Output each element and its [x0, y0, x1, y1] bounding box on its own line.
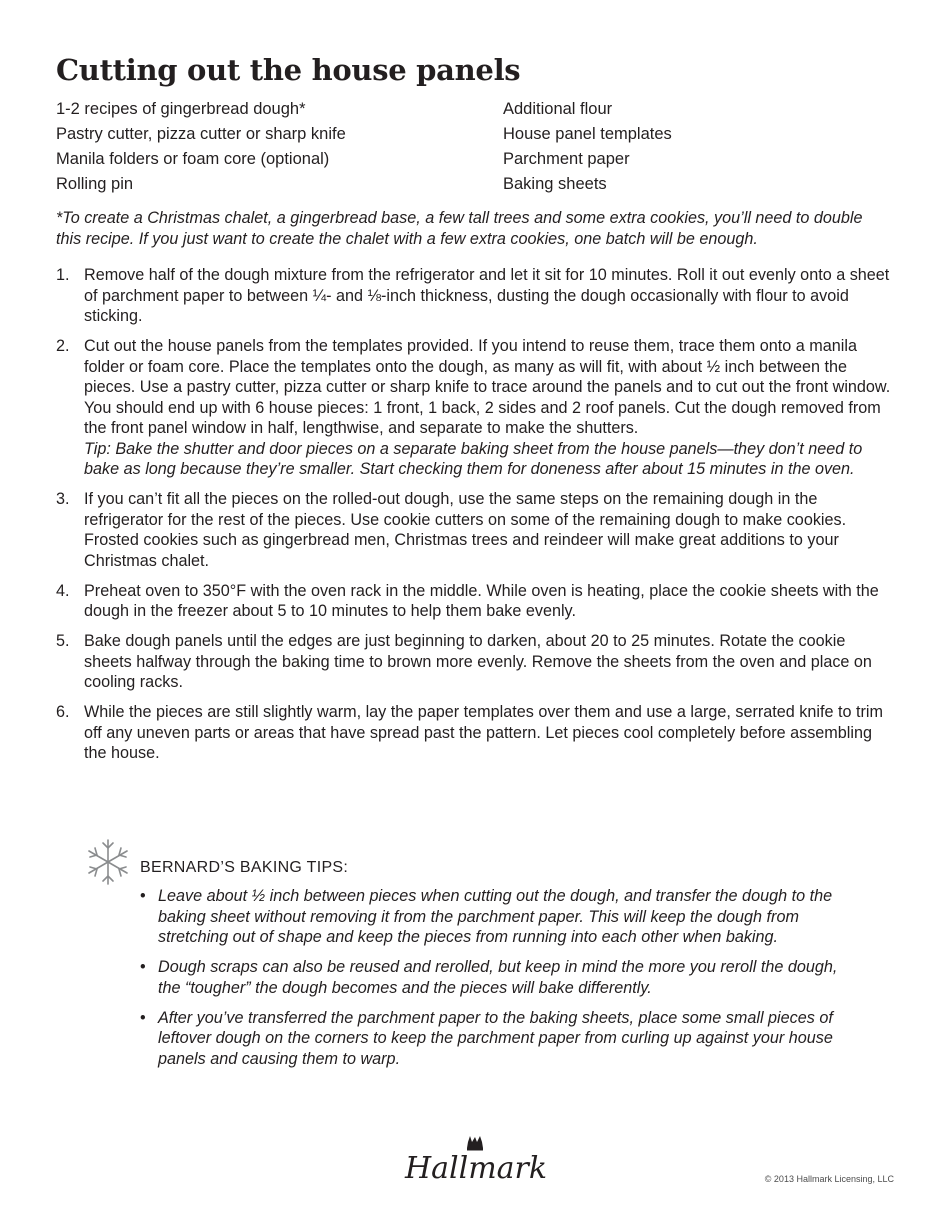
step-number: 6.: [56, 703, 70, 721]
steps-list: [56, 265, 892, 764]
step-number: 1.: [56, 266, 70, 284]
tips-heading: BERNARD’S BAKING TIPS:: [140, 859, 349, 876]
page-content: [56, 52, 892, 773]
tip-item: [140, 886, 840, 948]
step-text: Cut out the house panels from the templates provided. If you intend to reuse them, trace them onto a manila folder or foam core. Place the templates onto the dough, as many as will fit, with about ½ inch between the pieces. Use a pastry cutter, pizza cutter or sharp knife to trace around the panels and to cut out the front window. You should end up with 6 house pieces: 1 front, 1 back, 2 sides and 2 roof panels. Cut the dough removed from the front panel window in half, lengthwise, and separate to make the shutters.: [84, 337, 891, 437]
ingredient-item: Parchment paper: [503, 150, 630, 168]
step-number: 2.: [56, 337, 70, 355]
ingredient-item: Pastry cutter, pizza cutter or sharp knife: [56, 125, 346, 143]
step-item: [56, 702, 892, 764]
tip-text: Dough scraps can also be reused and rerolled, but keep in mind the more you reroll the dough, the “tougher” the dough becomes and the pieces will bake differently.: [158, 958, 838, 997]
step-item: [56, 631, 892, 693]
step-number: 3.: [56, 490, 70, 508]
svg-text:Hallmark: Hallmark: [404, 1151, 548, 1186]
bullet: •: [140, 1008, 146, 1027]
tip-text: After you’ve transferred the parchment paper to the baking sheets, place some small pieces of leftover dough on the corners to keep the parchment paper from curling up against your house panels and causing them to warp.: [158, 1008, 833, 1068]
step-text: If you can’t fit all the pieces on the rolled-out dough, use the same steps on the remaining dough in the refrigerator for the rest of the pieces. Use cookie cutters on some of the remaining dough to make cookies. Frosted cookies such as gingerbread men, Christmas trees and reindeer will make great additions to your Christmas chalet.: [84, 490, 847, 570]
bullet: •: [140, 887, 146, 905]
ingredient-item: Rolling pin: [56, 175, 134, 193]
step-item: [56, 489, 892, 571]
ingredients-list: [56, 97, 892, 197]
copyright-text: © 2013 Hallmark Licensing, LLC: [764, 1174, 894, 1184]
tip-item: [140, 957, 840, 998]
step-number: 4.: [56, 581, 70, 600]
step-text: While the pieces are still slightly warm, lay the paper templates over them and use a large, serrated knife to trim off any uneven parts or areas that have spread past the pattern. Let pieces cool completely before assembling the house.: [84, 703, 883, 762]
bullet: •: [140, 958, 146, 976]
tips-list: [140, 886, 840, 1079]
tip-item: [140, 1008, 840, 1070]
ingredient-item: Manila folders or foam core (optional): [56, 150, 330, 168]
step-item: [56, 581, 892, 622]
step-number: 5.: [56, 632, 70, 650]
tip-text: Leave about ½ inch between pieces when cutting out the dough, and transfer the dough to the baking sheet without removing it from the parchment paper. This will keep the dough from stretching out of shape and keep the pieces from running into each other when baking.: [158, 887, 833, 946]
recipe-note: *To create a Christmas chalet, a gingerbread base, a few tall trees and some extra cookies, you’ll need to double this recipe. If you just want to create the chalet with a few extra cookies, one batch will be enough.: [56, 209, 863, 248]
hallmark-logo: [402, 1134, 550, 1192]
step-item: [56, 265, 892, 327]
ingredient-item: House panel templates: [503, 125, 672, 143]
step-text: Bake dough panels until the edges are just beginning to darken, about 20 to 25 minutes. Rotate the cookie sheets halfway through the baking time to brown more evenly. Remove the sheets from the oven and place on cooling racks.: [84, 632, 872, 691]
ingredient-item: Additional flour: [503, 100, 613, 118]
ingredient-item: Baking sheets: [503, 175, 607, 193]
page-title: Cutting out the house panels: [56, 53, 521, 87]
snowflake-icon: [86, 838, 130, 886]
step-text: Remove half of the dough mixture from the refrigerator and let it sit for 10 minutes. Roll it out evenly onto a sheet of parchment paper to between ¼- and ⅛-inch thickness, dusting the dough occasionally with flour to avoid sticking.: [84, 266, 890, 325]
step-text: Preheat oven to 350°F with the oven rack in the middle. While oven is heating, place the cookie sheets with the dough in the freezer about 5 to 10 minutes to help them bake evenly.: [84, 581, 879, 620]
step-item: [56, 336, 892, 480]
ingredient-item: 1-2 recipes of gingerbread dough*: [56, 100, 306, 118]
step-tip: Tip: Bake the shutter and door pieces on a separate baking sheet from the house panels—they don’t need to bake as long because they’re smaller. Start checking them for doneness after about 15 minutes in the oven.: [84, 439, 863, 478]
